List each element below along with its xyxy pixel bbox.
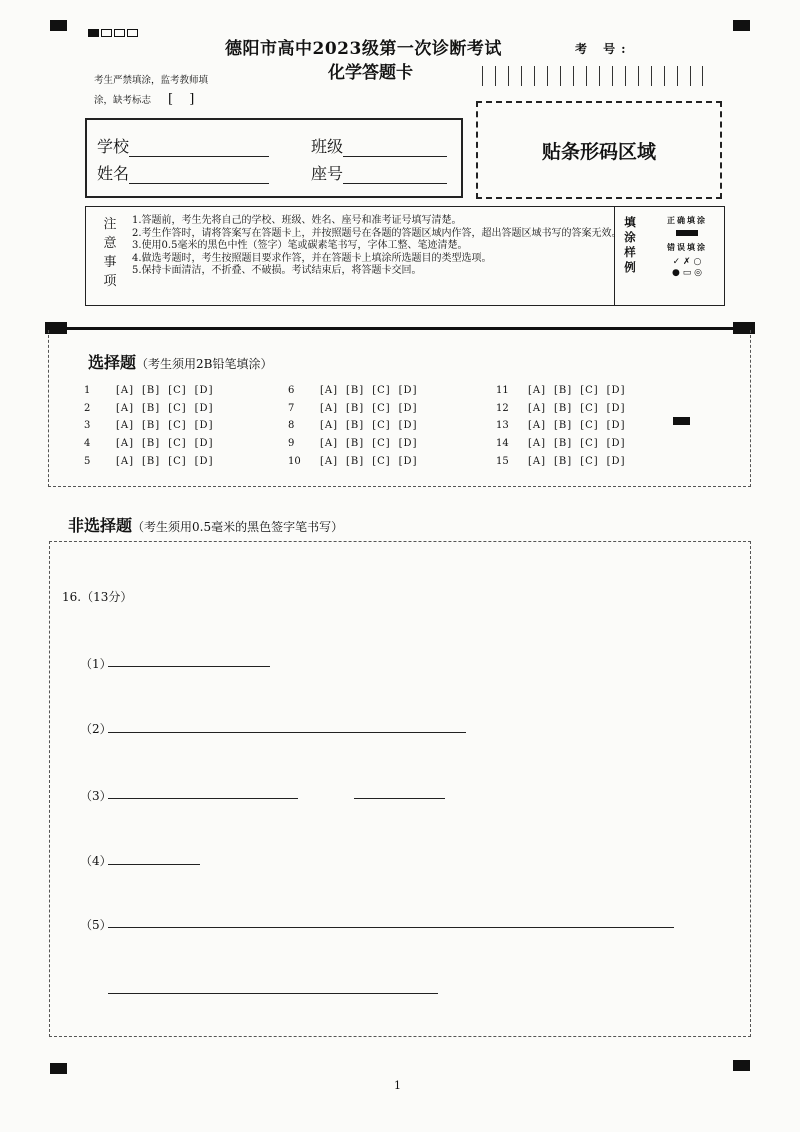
question-16-label: 16.（13分） [62, 590, 133, 604]
mc-option-bubble[interactable]: [B] [142, 420, 161, 431]
mc-option-bubble[interactable]: [B] [346, 420, 365, 431]
mc-question-row [496, 438, 633, 449]
mc-option-bubble[interactable]: [A] [320, 438, 339, 449]
mc-question-number: 7 [288, 403, 295, 414]
notice-list [132, 215, 642, 278]
mc-option-bubble[interactable]: [C] [168, 438, 187, 449]
mc-option-bubble[interactable]: [D] [398, 420, 418, 431]
mc-option-bubble[interactable]: [D] [606, 385, 626, 396]
exam-number-boxes[interactable] [482, 66, 703, 86]
mc-question-row [288, 456, 425, 467]
registration-mark-bottom-right [733, 1060, 750, 1071]
mc-question-row [288, 403, 425, 414]
mc-option-bubble[interactable]: [A] [528, 385, 547, 396]
name-label: 姓名 [97, 164, 130, 183]
part-4-answer-line[interactable] [108, 864, 200, 865]
notice-item: 5.保持卡面清洁，不折叠、不破损。考试结束后，将答题卡交回。 [132, 265, 422, 276]
nc-answer-box [49, 541, 751, 1037]
mc-option-bubble[interactable]: [A] [320, 456, 339, 467]
part-5-answer-line-2[interactable] [108, 993, 438, 994]
mc-question-row [496, 420, 633, 431]
mc-option-bubble[interactable]: [C] [372, 420, 391, 431]
notice-item: 3.使用0.5毫米的黑色中性（签字）笔或碳素笔书写，字体工整、笔迹清楚。 [132, 240, 468, 251]
mc-option-bubble[interactable]: [B] [554, 420, 573, 431]
mc-option-bubble[interactable]: [D] [194, 420, 214, 431]
mc-option-bubble[interactable]: [C] [168, 420, 187, 431]
absent-note-text: 涂，缺考标志 [94, 95, 152, 106]
subject-title: 化学答题卡 [328, 63, 413, 83]
seat-label: 座号 [311, 164, 344, 183]
exam-title: 德阳市高中2023级第一次诊断考试 [225, 39, 502, 59]
part-1-answer-line[interactable] [108, 666, 270, 667]
mc-question-number: 14 [496, 438, 509, 449]
mc-option-bubble[interactable]: [C] [580, 420, 599, 431]
mc-question-number: 13 [496, 420, 509, 431]
student-info-box [85, 118, 463, 198]
mc-question-row [84, 456, 221, 467]
mc-question-row [84, 403, 221, 414]
mc-option-bubble[interactable]: [A] [116, 456, 135, 467]
wrong-fill-examples: ✓ ✗ ○ ● ▭ ◎ [672, 257, 702, 278]
class-field[interactable] [311, 134, 447, 157]
mc-option-bubble[interactable]: [C] [168, 385, 187, 396]
nc-subtitle: （考生须用0.5毫米的黑色签字笔书写） [132, 520, 344, 534]
page-number: 1 [394, 1079, 401, 1092]
mc-question-row [84, 420, 221, 431]
part-3-answer-line-1[interactable] [108, 798, 298, 799]
mc-question-number: 6 [288, 385, 295, 396]
mc-option-bubble[interactable]: [A] [528, 438, 547, 449]
notice-box [85, 206, 725, 306]
nc-title: 非选择题（考生须用0.5毫米的黑色签字笔书写） [68, 516, 344, 535]
mc-option-bubble[interactable]: [D] [606, 438, 626, 449]
seat-field[interactable] [311, 161, 447, 184]
mc-question-row [288, 385, 425, 396]
correct-fill-example [676, 230, 698, 236]
mc-option-bubble[interactable]: [D] [398, 438, 418, 449]
part-3-label: （3） [80, 789, 112, 803]
registration-mark-top-left [50, 20, 67, 31]
mc-option-bubble[interactable]: [D] [194, 438, 214, 449]
mc-option-bubble[interactable]: [C] [372, 438, 391, 449]
absent-note-line1: 考生严禁填涂，监考教师填 [94, 75, 209, 86]
part-2-label: （2） [80, 722, 112, 736]
part-3-answer-line-2[interactable] [354, 798, 445, 799]
registration-mark-top-right [733, 20, 750, 31]
mc-option-bubble[interactable]: [B] [554, 385, 573, 396]
mc-option-bubble[interactable]: [C] [580, 385, 599, 396]
mc-question-row [496, 456, 633, 467]
name-field[interactable] [97, 161, 269, 184]
mc-question-number: 4 [84, 438, 91, 449]
absent-note-line2 [94, 92, 200, 107]
notice-item: 1.答题前，考生先将自己的学校、班级、姓名、座号和准考证号填写清楚。 [132, 215, 462, 226]
mc-option-bubble[interactable]: [C] [372, 385, 391, 396]
mc-option-bubble[interactable]: [A] [320, 420, 339, 431]
part-2-answer-line[interactable] [108, 732, 466, 733]
mc-option-bubble[interactable]: [A] [528, 403, 547, 414]
mc-option-bubble[interactable]: [C] [168, 456, 187, 467]
mc-question-number: 12 [496, 403, 509, 414]
mc-option-bubble[interactable]: [B] [346, 456, 365, 467]
part-4-label: （4） [80, 854, 112, 868]
mc-option-bubble[interactable]: [B] [554, 438, 573, 449]
page-code-boxes [88, 22, 140, 41]
mc-option-bubble[interactable]: [D] [194, 403, 214, 414]
mc-question-row [84, 438, 221, 449]
class-label: 班级 [311, 137, 344, 156]
mc-option-bubble[interactable]: [A] [116, 420, 135, 431]
mc-option-bubble[interactable]: [C] [580, 456, 599, 467]
mc-option-bubble[interactable]: [C] [580, 438, 599, 449]
mc-question-number: 10 [288, 456, 301, 467]
mc-option-bubble[interactable]: [A] [320, 403, 339, 414]
mc-question-number: 9 [288, 438, 295, 449]
sample-heading: 填 涂 样 例 [624, 215, 636, 274]
mc-option-bubble[interactable]: [A] [320, 385, 339, 396]
mc-question-number: 3 [84, 420, 91, 431]
mc-question-row [288, 438, 425, 449]
mc-option-bubble[interactable]: [D] [606, 420, 626, 431]
mc-option-bubble[interactable]: [D] [194, 385, 214, 396]
part-1-label: （1） [80, 657, 112, 671]
mc-option-bubble[interactable]: [C] [168, 403, 187, 414]
mc-option-bubble[interactable]: [C] [372, 403, 391, 414]
part-5-label: （5） [80, 918, 112, 932]
mc-subtitle: （考生须用2B铅笔填涂） [136, 357, 273, 371]
part-5-answer-line-1[interactable] [108, 927, 674, 928]
mc-option-bubble[interactable]: [D] [606, 403, 626, 414]
mc-option-bubble[interactable]: [B] [142, 403, 161, 414]
mc-question-number: 8 [288, 420, 295, 431]
mc-question-number: 2 [84, 403, 91, 414]
mc-question-number: 11 [496, 385, 509, 396]
mc-option-bubble[interactable]: [B] [142, 456, 161, 467]
mc-option-bubble[interactable]: [C] [580, 403, 599, 414]
mc-option-bubble[interactable]: [D] [398, 385, 418, 396]
school-label: 学校 [97, 137, 130, 156]
mc-option-bubble[interactable]: [A] [116, 438, 135, 449]
mc-option-bubble[interactable]: [A] [528, 456, 547, 467]
mc-question-number: 1 [84, 385, 91, 396]
absent-mark-bracket[interactable]: [ ] [168, 92, 201, 107]
mc-question-number: 5 [84, 456, 91, 467]
wrong-fill-label: 错误填涂 [667, 242, 707, 252]
mc-question-number: 15 [496, 456, 509, 467]
mc-option-bubble[interactable]: [B] [142, 385, 161, 396]
correct-fill-label: 正确填涂 [667, 215, 707, 225]
mc-option-bubble[interactable]: [A] [528, 420, 547, 431]
mc-option-bubble[interactable]: [B] [346, 385, 365, 396]
mc-question-row [288, 420, 425, 431]
barcode-area [476, 101, 722, 199]
school-field[interactable] [97, 134, 269, 157]
mc-question-row [496, 403, 633, 414]
notice-heading: 注 意 事 项 [103, 217, 117, 289]
barcode-label: 贴条形码区域 [541, 140, 656, 163]
mc-option-bubble[interactable]: [B] [346, 438, 365, 449]
notice-item: 2.考生作答时，请将答案写在答题卡上，并按照题号在各题的答题区域内作答，超出答题区域书写的答案无效。 [132, 227, 622, 239]
mc-option-bubble[interactable]: [B] [554, 456, 573, 467]
mc-option-bubble[interactable]: [B] [554, 403, 573, 414]
registration-mark-bottom-left [50, 1063, 67, 1074]
mc-option-bubble[interactable]: [D] [398, 403, 418, 414]
mc-option-bubble[interactable]: [D] [606, 456, 626, 467]
notice-item: 4.做选考题时，考生按照题目要求作答，并在答题卡上填涂所选题目的类型选项。 [132, 252, 492, 264]
mc-option-bubble[interactable]: [B] [346, 403, 365, 414]
mc-side-mark [673, 417, 690, 425]
mc-title: 选择题（考生须用2B铅笔填涂） [88, 353, 273, 372]
mc-option-bubble[interactable]: [B] [142, 438, 161, 449]
mc-option-bubble[interactable]: [D] [398, 456, 418, 467]
mc-option-bubble[interactable]: [C] [372, 456, 391, 467]
mc-option-bubble[interactable]: [A] [116, 403, 135, 414]
mc-question-row [84, 385, 221, 396]
mc-question-row [496, 385, 633, 396]
mc-option-bubble[interactable]: [A] [116, 385, 135, 396]
mc-option-bubble[interactable]: [D] [194, 456, 214, 467]
exam-number-label: 考 号: [575, 42, 632, 56]
